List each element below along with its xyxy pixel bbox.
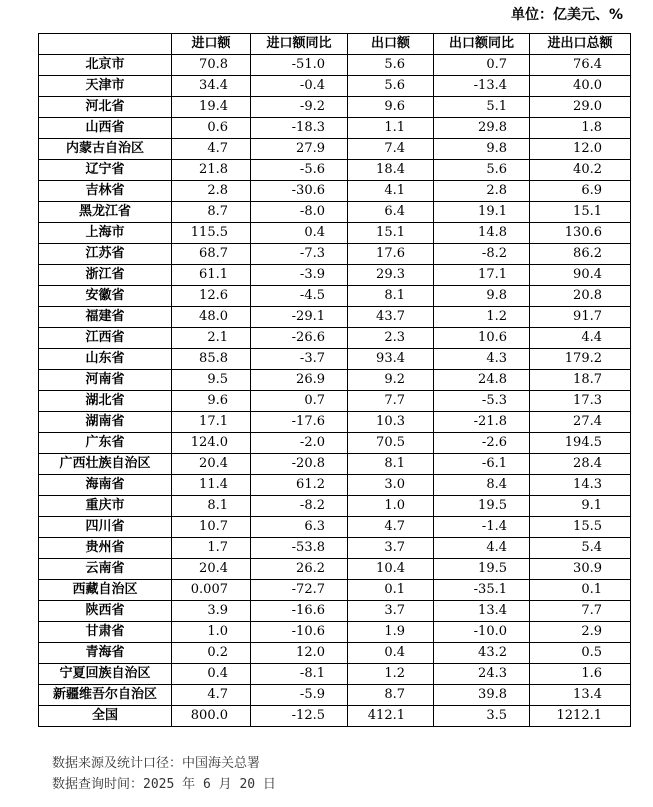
value-cell: 18.4 [348, 160, 434, 181]
region-cell: 内蒙古自治区 [39, 139, 172, 160]
table-body [39, 55, 631, 727]
table-row [39, 244, 631, 265]
value-cell: -1.4 [434, 517, 530, 538]
value-cell: -53.8 [251, 538, 348, 559]
table-row [39, 706, 631, 727]
region-cell: 贵州省 [39, 538, 172, 559]
value-cell: 10.4 [348, 559, 434, 580]
value-cell: -3.7 [251, 349, 348, 370]
value-cell: 0.7 [251, 391, 348, 412]
value-cell: 8.4 [434, 475, 530, 496]
region-cell: 吉林省 [39, 181, 172, 202]
value-cell: 11.4 [172, 475, 251, 496]
value-cell: 6.3 [251, 517, 348, 538]
value-cell: 90.4 [530, 265, 631, 286]
value-cell: -13.4 [434, 76, 530, 97]
value-cell: 24.8 [434, 370, 530, 391]
value-cell: 4.3 [434, 349, 530, 370]
value-cell: 2.8 [172, 181, 251, 202]
value-cell: 10.7 [172, 517, 251, 538]
value-cell: 93.4 [348, 349, 434, 370]
value-cell: 15.5 [530, 517, 631, 538]
table-row [39, 181, 631, 202]
table-row [39, 370, 631, 391]
value-cell: 0.1 [348, 580, 434, 601]
table-row [39, 55, 631, 76]
value-cell: 17.1 [172, 412, 251, 433]
value-cell: 124.0 [172, 433, 251, 454]
value-cell: 19.1 [434, 202, 530, 223]
trade-table [38, 33, 631, 727]
value-cell: 1212.1 [530, 706, 631, 727]
table-row [39, 496, 631, 517]
value-cell: 29.3 [348, 265, 434, 286]
value-cell: 6.9 [530, 181, 631, 202]
value-cell: 4.4 [530, 328, 631, 349]
table-row [39, 685, 631, 706]
table-row [39, 601, 631, 622]
value-cell: 0.5 [530, 643, 631, 664]
value-cell: -72.7 [251, 580, 348, 601]
value-cell: -20.8 [251, 454, 348, 475]
value-cell: 91.7 [530, 307, 631, 328]
value-cell: 1.0 [172, 622, 251, 643]
value-cell: 5.6 [434, 160, 530, 181]
value-cell: 27.4 [530, 412, 631, 433]
region-cell: 重庆市 [39, 496, 172, 517]
value-cell: -12.5 [251, 706, 348, 727]
value-cell: 76.4 [530, 55, 631, 76]
value-cell: 4.4 [434, 538, 530, 559]
region-cell: 湖北省 [39, 391, 172, 412]
value-cell: 3.7 [348, 538, 434, 559]
value-cell: -51.0 [251, 55, 348, 76]
value-cell: -26.6 [251, 328, 348, 349]
value-cell: 2.3 [348, 328, 434, 349]
table-row [39, 559, 631, 580]
region-cell: 浙江省 [39, 265, 172, 286]
table-row [39, 412, 631, 433]
source-note: 数据来源及统计口径：中国海关总署 [52, 756, 261, 771]
value-cell: 0.007 [172, 580, 251, 601]
value-cell: -8.2 [434, 244, 530, 265]
value-cell: 2.1 [172, 328, 251, 349]
table-row [39, 391, 631, 412]
table-row [39, 202, 631, 223]
region-cell: 湖南省 [39, 412, 172, 433]
value-cell: 1.8 [530, 118, 631, 139]
value-cell: 8.1 [348, 286, 434, 307]
table-row [39, 433, 631, 454]
table-row [39, 454, 631, 475]
value-cell: 194.5 [530, 433, 631, 454]
value-cell: 86.2 [530, 244, 631, 265]
value-cell: 19.4 [172, 97, 251, 118]
value-cell: 9.5 [172, 370, 251, 391]
column-header: 进口额同比 [251, 34, 348, 55]
table-row [39, 643, 631, 664]
table-row [39, 664, 631, 685]
value-cell: 12.6 [172, 286, 251, 307]
value-cell: 1.1 [348, 118, 434, 139]
region-cell: 辽宁省 [39, 160, 172, 181]
value-cell: 19.5 [434, 496, 530, 517]
value-cell: 85.8 [172, 349, 251, 370]
value-cell: 20.8 [530, 286, 631, 307]
value-cell: 9.6 [172, 391, 251, 412]
value-cell: 34.4 [172, 76, 251, 97]
value-cell: 8.1 [172, 496, 251, 517]
value-cell: 4.1 [348, 181, 434, 202]
value-cell: 8.7 [348, 685, 434, 706]
value-cell: 61.2 [251, 475, 348, 496]
table-row [39, 538, 631, 559]
value-cell: -2.0 [251, 433, 348, 454]
value-cell: -8.2 [251, 496, 348, 517]
region-cell: 海南省 [39, 475, 172, 496]
value-cell: 0.1 [530, 580, 631, 601]
value-cell: 13.4 [434, 601, 530, 622]
value-cell: 19.5 [434, 559, 530, 580]
region-cell: 广东省 [39, 433, 172, 454]
value-cell: 9.8 [434, 286, 530, 307]
value-cell: -5.3 [434, 391, 530, 412]
value-cell: 4.7 [172, 139, 251, 160]
table-row [39, 307, 631, 328]
value-cell: 412.1 [348, 706, 434, 727]
table-row [39, 118, 631, 139]
value-cell: 14.8 [434, 223, 530, 244]
value-cell: -0.4 [251, 76, 348, 97]
value-cell: 20.4 [172, 454, 251, 475]
value-cell: 61.1 [172, 265, 251, 286]
region-cell: 西藏自治区 [39, 580, 172, 601]
value-cell: 17.1 [434, 265, 530, 286]
value-cell: 20.4 [172, 559, 251, 580]
value-cell: 1.7 [172, 538, 251, 559]
value-cell: -18.3 [251, 118, 348, 139]
region-cell: 宁夏回族自治区 [39, 664, 172, 685]
value-cell: 30.9 [530, 559, 631, 580]
region-cell: 山东省 [39, 349, 172, 370]
value-cell: 4.7 [348, 517, 434, 538]
value-cell: 8.1 [348, 454, 434, 475]
value-cell: 3.0 [348, 475, 434, 496]
value-cell: 0.4 [251, 223, 348, 244]
value-cell: 14.3 [530, 475, 631, 496]
value-cell: 29.0 [530, 97, 631, 118]
value-cell: -2.6 [434, 433, 530, 454]
value-cell: 39.8 [434, 685, 530, 706]
value-cell: 0.4 [172, 664, 251, 685]
value-cell: 9.1 [530, 496, 631, 517]
table-row [39, 160, 631, 181]
value-cell: 1.0 [348, 496, 434, 517]
column-header [39, 34, 172, 55]
value-cell: -5.9 [251, 685, 348, 706]
region-cell: 天津市 [39, 76, 172, 97]
value-cell: -21.8 [434, 412, 530, 433]
value-cell: -30.6 [251, 181, 348, 202]
region-cell: 山西省 [39, 118, 172, 139]
value-cell: 70.8 [172, 55, 251, 76]
table-row [39, 286, 631, 307]
value-cell: -7.3 [251, 244, 348, 265]
value-cell: 3.9 [172, 601, 251, 622]
value-cell: 26.2 [251, 559, 348, 580]
value-cell: 5.4 [530, 538, 631, 559]
table-row [39, 265, 631, 286]
value-cell: 0.2 [172, 643, 251, 664]
value-cell: 10.6 [434, 328, 530, 349]
value-cell: 21.8 [172, 160, 251, 181]
value-cell: 9.2 [348, 370, 434, 391]
column-header: 进口额 [172, 34, 251, 55]
value-cell: 15.1 [530, 202, 631, 223]
value-cell: 179.2 [530, 349, 631, 370]
table-row [39, 622, 631, 643]
value-cell: 7.7 [530, 601, 631, 622]
value-cell: 40.2 [530, 160, 631, 181]
value-cell: -6.1 [434, 454, 530, 475]
value-cell: 6.4 [348, 202, 434, 223]
value-cell: 13.4 [530, 685, 631, 706]
value-cell: 43.7 [348, 307, 434, 328]
value-cell: 4.7 [172, 685, 251, 706]
value-cell: -10.0 [434, 622, 530, 643]
value-cell: -8.1 [251, 664, 348, 685]
value-cell: -4.5 [251, 286, 348, 307]
value-cell: 0.4 [348, 643, 434, 664]
value-cell: 12.0 [530, 139, 631, 160]
region-cell: 广西壮族自治区 [39, 454, 172, 475]
column-header: 进出口总额 [530, 34, 631, 55]
value-cell: 17.3 [530, 391, 631, 412]
region-cell: 甘肃省 [39, 622, 172, 643]
value-cell: 68.7 [172, 244, 251, 265]
value-cell: 7.7 [348, 391, 434, 412]
table-row [39, 76, 631, 97]
table-row [39, 517, 631, 538]
region-cell: 新疆维吾尔自治区 [39, 685, 172, 706]
region-cell: 陕西省 [39, 601, 172, 622]
value-cell: -3.9 [251, 265, 348, 286]
value-cell: -35.1 [434, 580, 530, 601]
value-cell: 5.6 [348, 55, 434, 76]
value-cell: 28.4 [530, 454, 631, 475]
value-cell: -9.2 [251, 97, 348, 118]
value-cell: 26.9 [251, 370, 348, 391]
region-cell: 福建省 [39, 307, 172, 328]
region-cell: 上海市 [39, 223, 172, 244]
value-cell: 1.6 [530, 664, 631, 685]
value-cell: 17.6 [348, 244, 434, 265]
value-cell: 3.7 [348, 601, 434, 622]
region-cell: 北京市 [39, 55, 172, 76]
region-cell: 河北省 [39, 97, 172, 118]
value-cell: 800.0 [172, 706, 251, 727]
region-cell: 江苏省 [39, 244, 172, 265]
region-cell: 江西省 [39, 328, 172, 349]
value-cell: 7.4 [348, 139, 434, 160]
table-row [39, 328, 631, 349]
unit-label: 单位：亿美元、% [510, 7, 623, 23]
value-cell: 115.5 [172, 223, 251, 244]
value-cell: 2.8 [434, 181, 530, 202]
value-cell: 29.8 [434, 118, 530, 139]
value-cell: 3.5 [434, 706, 530, 727]
value-cell: 10.3 [348, 412, 434, 433]
value-cell: 48.0 [172, 307, 251, 328]
value-cell: 9.6 [348, 97, 434, 118]
value-cell: -16.6 [251, 601, 348, 622]
table-row [39, 97, 631, 118]
value-cell: 40.0 [530, 76, 631, 97]
value-cell: 43.2 [434, 643, 530, 664]
value-cell: 12.0 [251, 643, 348, 664]
table-row [39, 580, 631, 601]
table-header-row [39, 34, 631, 55]
region-cell: 河南省 [39, 370, 172, 391]
value-cell: -29.1 [251, 307, 348, 328]
region-cell: 黑龙江省 [39, 202, 172, 223]
value-cell: 1.2 [434, 307, 530, 328]
region-cell: 云南省 [39, 559, 172, 580]
region-cell: 全国 [39, 706, 172, 727]
value-cell: 130.6 [530, 223, 631, 244]
value-cell: 5.1 [434, 97, 530, 118]
value-cell: 18.7 [530, 370, 631, 391]
table-row [39, 223, 631, 244]
table-row [39, 139, 631, 160]
query-time-note: 数据查询时间：2025 年 6 月 20 日 [52, 777, 276, 792]
value-cell: 27.9 [251, 139, 348, 160]
column-header: 出口额同比 [434, 34, 530, 55]
value-cell: -5.6 [251, 160, 348, 181]
value-cell: -8.0 [251, 202, 348, 223]
region-cell: 四川省 [39, 517, 172, 538]
value-cell: 5.6 [348, 76, 434, 97]
value-cell: 24.3 [434, 664, 530, 685]
value-cell: 1.2 [348, 664, 434, 685]
value-cell: 8.7 [172, 202, 251, 223]
value-cell: 2.9 [530, 622, 631, 643]
value-cell: 0.7 [434, 55, 530, 76]
region-cell: 安徽省 [39, 286, 172, 307]
value-cell: 9.8 [434, 139, 530, 160]
column-header: 出口额 [348, 34, 434, 55]
table-row [39, 475, 631, 496]
value-cell: 70.5 [348, 433, 434, 454]
value-cell: 1.9 [348, 622, 434, 643]
value-cell: 15.1 [348, 223, 434, 244]
value-cell: 0.6 [172, 118, 251, 139]
region-cell: 青海省 [39, 643, 172, 664]
value-cell: -10.6 [251, 622, 348, 643]
value-cell: -17.6 [251, 412, 348, 433]
table-row [39, 349, 631, 370]
